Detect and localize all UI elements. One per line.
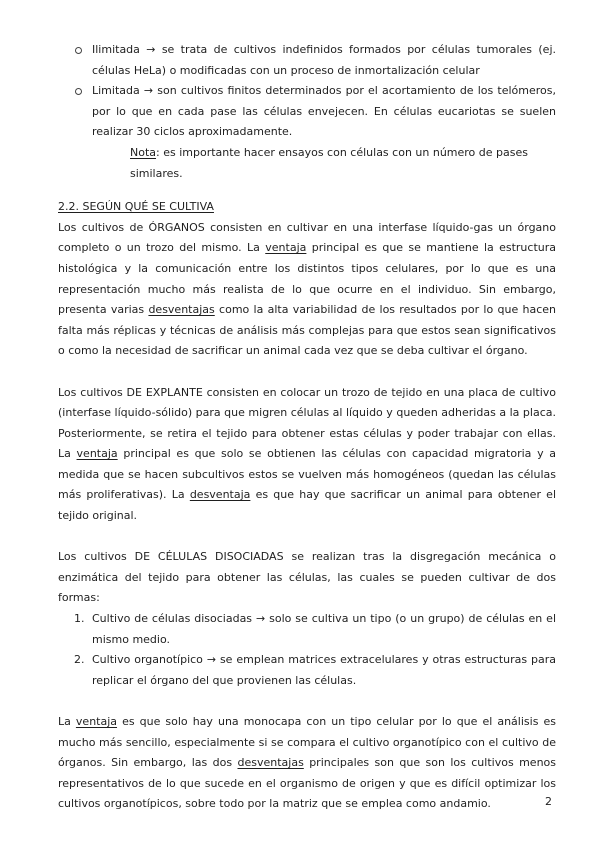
note-line	[58, 143, 556, 184]
culture-forms-list	[58, 609, 556, 691]
spacer	[58, 691, 556, 712]
circle-bullet-icon	[75, 88, 82, 95]
item-number: 2.	[74, 653, 85, 667]
underlined-desventaja: desventaja	[189, 488, 251, 502]
note-text: : es importante hacer ensayos con células con un número de pases similares.	[130, 145, 528, 180]
numbered-item	[58, 609, 556, 650]
section-heading: 2.2. SEGÚN QUÉ SE CULTIVA	[58, 200, 214, 214]
note-label: Nota	[130, 145, 157, 159]
spacer	[58, 362, 556, 383]
text-run: principales son que son los cultivos menos representativos de lo que sucede en el organismo de origen y que es difícil optimizar los cultivos organotípicos, sobre todo por la matriz que se emplea como andamio.	[58, 756, 557, 811]
item-number: 1.	[74, 612, 85, 626]
underlined-ventaja: ventaja	[265, 241, 307, 255]
growth-type-list	[58, 40, 556, 143]
numbered-item	[58, 650, 556, 691]
underlined-ventaja: ventaja	[75, 715, 118, 728]
paragraph-celulas-disociadas: Los cultivos DE CÉLULAS DISOCIADAS se realizan tras la disgregación mecánica o enzimática del tejido para obtener las células, las cuales se pueden cultivar de dos formas:	[58, 550, 556, 605]
text-run: como la alta variabilidad de los resultados por lo que hacen falta más réplicas y técnicas de análisis más complejas para que estos sean significativos o como la necesidad de sacrificar un animal cada vez que se deba cultivar el órgano.	[58, 303, 556, 358]
spacer	[58, 527, 556, 548]
list-item-limitada	[58, 81, 556, 143]
text-run: Los cultivos DE EXPLANTE consisten en colocar un trozo de tejido en una placa de cultivo (interfase líquido-sólido) para que migren células al líquido y queden adheridas a la placa. Posteriormente, se retira el tejido para obtener estas células y poder trabajar con ellas. La	[58, 385, 556, 461]
list-item-ilimitada	[58, 40, 556, 81]
list-item-text: Ilimitada → se trata de cultivos indefinidos formados por células tumorales (ej. células HeLa) o modificadas con un proceso de inmortalización celular	[92, 43, 556, 77]
list-item-text: Limitada → son cultivos finitos determinados por el acortamiento de los telómeros, por lo que en cada pase las células envejecen. En células eucariotas se suelen realizar 30 ciclos aproximadamente.	[92, 84, 556, 139]
text-run: La	[58, 715, 76, 728]
item-text: Cultivo de células disociadas → solo se cultiva un tipo (o un grupo) de células en el mismo medio.	[92, 612, 556, 646]
text-run: es que hay que sacrificar un animal para obtener el tejido original.	[58, 488, 556, 523]
page-content	[58, 40, 556, 815]
circle-bullet-icon	[75, 47, 82, 54]
underlined-desventajas: desventajas	[148, 303, 215, 317]
paragraph-ventajas-desventajas	[58, 712, 556, 815]
text-run: Los cultivos de ÓRGANOS consisten en cultivar en una interfase líquido-gas un órgano completo o un trozo del mismo. La	[58, 220, 556, 255]
text-run: es que solo hay una monocapa con un tipo celular por lo que el análisis es mucho más sencillo, especialmente si se compara el cultivo organotípico con el cultivo de órganos. Sin embargo, las dos	[58, 715, 556, 770]
paragraph-explante	[58, 383, 556, 527]
underlined-ventaja: ventaja	[76, 447, 118, 461]
page-number: 2	[545, 795, 552, 808]
text-run: principal es que se mantiene la estructura histológica y la comunicación entre los distintos tipos celulares, por lo que es una representación mucho más realista de lo que ocurre en el individuo. Sin embargo, presenta varias	[58, 241, 556, 317]
item-text: Cultivo organotípico → se emplean matrices extracelulares y otras estructuras para replicar el órgano del que provienen las células.	[92, 653, 556, 687]
underlined-desventajas: desventajas	[237, 756, 304, 770]
text-run: principal es que solo se obtienen las células con capacidad migratoria y a medida que se hacen subcultivos estos se vuelven más homogéneos (quedan las células más proliferativas). La	[58, 447, 556, 502]
paragraph-organos	[58, 218, 556, 362]
